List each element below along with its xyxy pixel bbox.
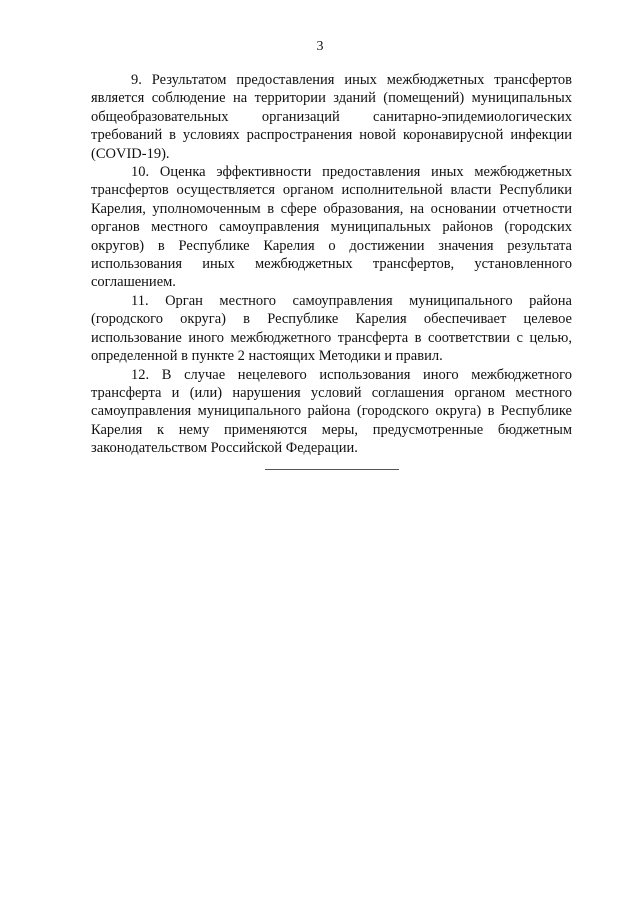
end-of-document-rule — [265, 469, 399, 470]
paragraph-12: 12. В случае нецелевого использования иного межбюджетного трансферта и (или) нарушения условий соглашения органом местного самоуправления муниципального района (городского округа) в Республике Карелия к нему применяются меры, предусмотренные бюджетным законодательством Российской Федерации. — [91, 366, 572, 457]
paragraph-11: 11. Орган местного самоуправления муниципального района (городского округа) в Республике Карелия обеспечивает целевое использование иного межбюджетного трансферта в соответствии с целью, определенной в пункте 2 настоящих Методики и правил. — [91, 292, 572, 365]
document-body — [91, 71, 572, 458]
paragraph-9: 9. Результатом предоставления иных межбюджетных трансфертов является соблюдение на территории зданий (помещений) муниципальных общеобразовательных организаций санитарно-эпидемиологических требований в условиях распространения новой коронавирусной инфекции (COVID-19). — [91, 72, 572, 162]
paragraph-10: 10. Оценка эффективности предоставления иных межбюджетных трансфертов осуществляется органом исполнительной власти Республики Карелия, уполномоченным в сфере образования, на основании отчетности органов местного самоуправления муниципальных районов (городских округов) в Республике Карелия о достижении значения результата использования иных межбюджетных трансфертов, установленного соглашением. — [91, 164, 572, 291]
page-number: 3 — [316, 39, 324, 54]
